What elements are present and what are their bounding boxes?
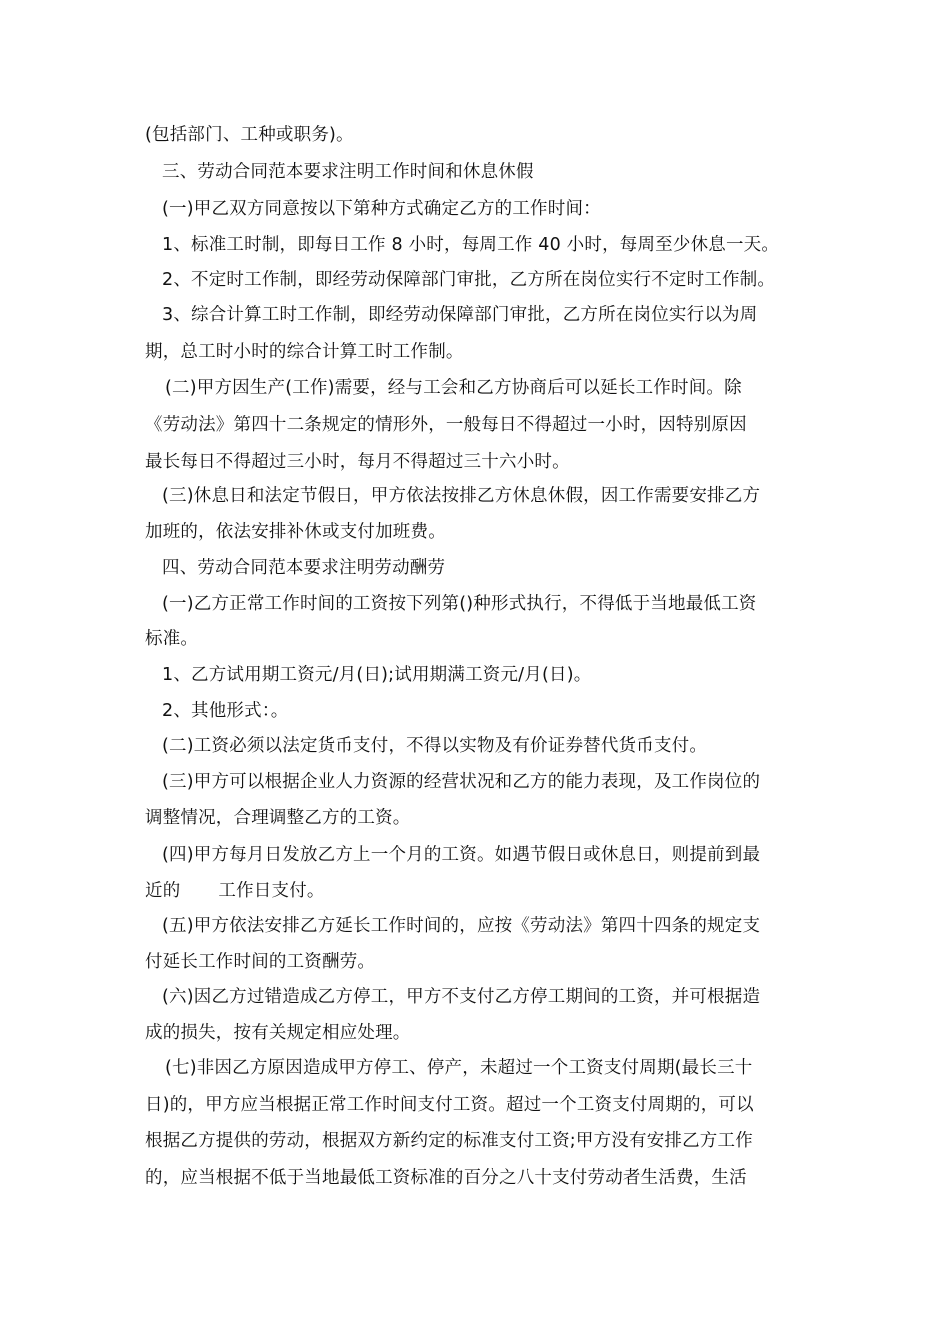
text-line: (一)乙方正常工作时间的工资按下列第()种形式执行，不得低于当地最低工资	[162, 594, 757, 614]
text-line: (包括部门、工种或职务)。	[145, 125, 354, 145]
text-line: 1、乙方试用期工资元/月(日);试用期满工资元/月(日)。	[162, 665, 592, 685]
text-line: (五)甲方依法安排乙方延长工作时间的，应按《劳动法》第四十四条的规定支	[162, 916, 761, 936]
text-line	[145, 879, 325, 903]
text-line: 加班的，依法安排补休或支付加班费。	[145, 522, 446, 542]
text-line: 1、标准工时制，即每日工作 8 小时，每周工作 40 小时，每周至少休息一天。	[162, 235, 780, 255]
text-line: 《劳动法》第四十二条规定的情形外，一般每日不得超过一小时，因特别原因	[145, 415, 747, 435]
text-line: 的，应当根据不低于当地最低工资标准的百分之八十支付劳动者生活费，生活	[145, 1168, 747, 1188]
text-segment: 工作日支付。	[218, 881, 325, 901]
text-line: (三)休息日和法定节假日，甲方依法按排乙方休息休假，因工作需要安排乙方	[162, 486, 761, 506]
text-line: (一)甲乙双方同意按以下第种方式确定乙方的工作时间：	[162, 199, 601, 219]
text-line: (二)甲方因生产(工作)需要，经与工会和乙方协商后可以延长工作时间。除	[165, 378, 742, 398]
text-line: 日)的，甲方应当根据正常工作时间支付工资。超过一个工资支付周期的，可以	[145, 1095, 754, 1115]
text-line: 成的损失，按有关规定相应处理。	[145, 1023, 411, 1043]
text-line: 2、其他形式：。	[162, 701, 289, 721]
text-line: 最长每日不得超过三小时，每月不得超过三十六小时。	[145, 452, 570, 472]
text-line: 3、综合计算工时工作制，即经劳动保障部门审批，乙方所在岗位实行以为周	[162, 305, 758, 325]
section-heading: 三、劳动合同范本要求注明工作时间和休息休假	[162, 162, 534, 182]
text-line: 调整情况，合理调整乙方的工资。	[145, 808, 411, 828]
text-line: (六)因乙方过错造成乙方停工，甲方不支付乙方停工期间的工资，并可根据造	[162, 987, 761, 1007]
text-line: (四)甲方每月日发放乙方上一个月的工资。如遇节假日或休息日，则提前到最	[162, 845, 761, 865]
section-heading: 四、劳动合同范本要求注明劳动酬劳	[162, 558, 446, 578]
text-line: 标准。	[145, 629, 199, 649]
text-segment: 近的	[145, 881, 181, 901]
text-line: 2、不定时工作制，即经劳动保障部门审批，乙方所在岗位实行不定时工作制。	[162, 270, 776, 290]
text-line: (三)甲方可以根据企业人力资源的经营状况和乙方的能力表现，及工作岗位的	[162, 772, 761, 792]
text-line: (七)非因乙方原因造成甲方停工、停产，未超过一个工资支付周期(最长三十	[165, 1058, 753, 1078]
text-line: 期，总工时小时的综合计算工时工作制。	[145, 342, 464, 362]
text-line: 付延长工作时间的工资酬劳。	[145, 952, 376, 972]
text-line: (二)工资必须以法定货币支付，不得以实物及有价证券替代货币支付。	[162, 736, 708, 756]
text-line: 根据乙方提供的劳动，根据双方新约定的标准支付工资;甲方没有安排乙方工作	[145, 1131, 753, 1151]
